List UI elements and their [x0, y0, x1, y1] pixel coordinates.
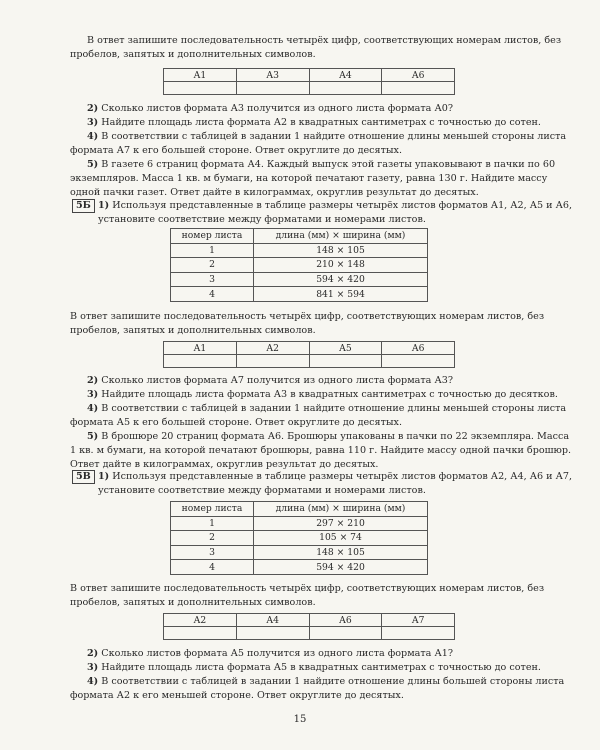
task-a-5: 5) В газете 6 страниц формата А4. Каждый выпуск этой газеты упаковывают в пачки по 60 экземпляров. Масса 1 кв. м бумаги, на которой печатают газету, равна 130 г. Найдите массу одной пачки газет. Ответ дайте в килограммах, округлив результат до десятых. — [70, 159, 556, 198]
answer-header-cell: А1 — [164, 69, 237, 82]
answer-header-cell: А2 — [236, 342, 309, 355]
task-b-1: 1) Используя представленные в таблице размеры четырёх листов форматов А1, А2, А5 и А6, установите соответствие между форматами и номерами листов. — [98, 200, 573, 225]
table-row: 1 148 × 105 — [171, 243, 428, 258]
answer-header-cell: А7 — [382, 614, 455, 627]
answer-header-cell: А4 — [236, 614, 309, 627]
task-a-2: 2) Сколько листов формата А3 получится из одного листа формата А0? — [87, 103, 453, 114]
answer-table-a — [163, 68, 455, 95]
task-v-3: 3) Найдите площадь листа формата А5 в квадратных сантиметрах с точностью до сотен. — [87, 662, 541, 673]
table-row: 2 105 × 74 — [171, 531, 428, 546]
answer-header-cell: А6 — [382, 69, 455, 82]
variant-tag-5v: 5В — [72, 470, 95, 484]
table-row: 2 210 × 148 — [171, 258, 428, 273]
answer-table-v — [163, 613, 455, 640]
task-v-1: 1) Используя представленные в таблице размеры четырёх листов форматов А2, А4, А6 и А7, установите соответствие между форматами и номерами листов. — [98, 471, 573, 496]
table-row: 4 594 × 420 — [171, 560, 428, 575]
answer-header-cell: А6 — [382, 342, 455, 355]
task-v-4: 4) В соответствии с таблицей в задании 1 найдите отношение длины большей стороны листа формата А2 к его меньшей стороне. Ответ округлите до десятых. — [70, 676, 565, 701]
answer-header-cell: А4 — [309, 69, 382, 82]
table-row: 4 841 × 594 — [171, 287, 428, 302]
table-header-cell: номер листа — [171, 502, 254, 517]
task-b-4: 4) В соответствии с таблицей в задании 1 найдите отношение длины меньшей стороны листа формата А5 к его большей стороне. Ответ округлите до десятых. — [70, 403, 567, 428]
answer-header-cell: А6 — [309, 614, 382, 627]
table-row: 1 297 × 210 — [171, 516, 428, 531]
answer-instructions-a: В ответ запишите последовательность четырёх цифр, соответствующих номерам листов, без пробелов, запятых и дополнительных символов. — [70, 35, 562, 60]
table-row: 3 594 × 420 — [171, 272, 428, 287]
reference-table-b — [170, 228, 428, 302]
answer-table-b — [163, 341, 455, 368]
reference-table-v — [170, 501, 428, 575]
table-header-cell: длина (мм) × ширина (мм) — [254, 502, 428, 517]
task-a-4: 4) В соответствии с таблицей в задании 1 найдите отношение длины меньшей стороны листа формата А7 к его большей стороне. Ответ округлите до десятых. — [70, 131, 567, 156]
table-header-cell: номер листа — [171, 229, 254, 244]
task-v-2: 2) Сколько листов формата А5 получится из одного листа формата А1? — [87, 648, 453, 659]
answer-header-cell: А3 — [236, 69, 309, 82]
answer-instructions-b: В ответ запишите последовательность четырёх цифр, соответствующих номерам листов, без пробелов, запятых и дополнительных символов. — [70, 311, 545, 336]
variant-tag-5b: 5Б — [72, 199, 95, 213]
answer-header-cell: А5 — [309, 342, 382, 355]
task-b-5: 5) В брошюре 20 страниц формата А6. Брошюры упакованы в пачки по 22 экземпляра. Масса 1 кв. м бумаги, на которой печатают брошюры, равна 110 г. Найдите массу одной пачки брошюр. Ответ дайте в килограммах, округлив результат до десятых. — [70, 431, 572, 470]
answer-header-cell: А1 — [164, 342, 237, 355]
page-number: 15 — [293, 714, 307, 725]
answer-header-cell: А2 — [164, 614, 237, 627]
answer-instructions-v: В ответ запишите последовательность четырёх цифр, соответствующих номерам листов, без пробелов, запятых и дополнительных символов. — [70, 583, 545, 608]
table-header-cell: длина (мм) × ширина (мм) — [254, 229, 428, 244]
task-b-2: 2) Сколько листов формата А7 получится из одного листа формата А3? — [87, 375, 453, 386]
table-row: 3 148 × 105 — [171, 545, 428, 560]
task-a-3: 3) Найдите площадь листа формата А2 в квадратных сантиметрах с точностью до сотен. — [87, 117, 541, 128]
task-b-3: 3) Найдите площадь листа формата А3 в квадратных сантиметрах с точностью до десятков. — [87, 389, 558, 400]
